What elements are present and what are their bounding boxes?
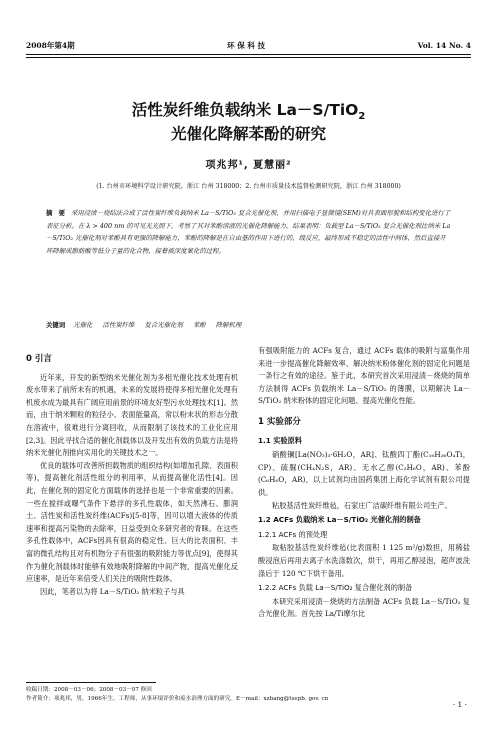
author-bio: 作者简介：项兆邦，男，1966年生，工程师，从事环境评价和废水治理方面的研究。E－mail：xzbang@tsepb. gov. cn: [26, 696, 329, 702]
footnote: [26, 686, 466, 704]
subsubsection-heading: 1.2.2 ACFs 负载 La－S/TiO₂ 复合催化剂的制备: [258, 583, 413, 593]
subsection-heading: 1.1 实验原料: [258, 435, 302, 445]
abstract: [46, 207, 452, 257]
paragraph: 取粘胶基活性炭纤维毡(比表面积 1 125 m²/g)数担，用稀盐酸浸泡后再用去离子水洗涤数次，烘干，再用乙醇浸泡，超声波洗涤后于 120 ℃下烘干备用。: [258, 543, 470, 578]
section-heading-experiment: 1 实验部分: [258, 416, 301, 427]
volume-label: Vol. 14 No. 4: [417, 40, 471, 50]
paragraph: 本研究采用浸渍－烧烧的方法制备 ACFs 负载 La－S/TiO₂ 复合光催化剂。首先按 La/Ti摩尔比: [258, 596, 470, 619]
left-column: [26, 345, 238, 598]
paragraph: 优良的载体可改善所担载物质的组织结构(如增加孔隙、表面积等)，提高催化剂活性组分的利用率，从而提高催化活性[4]。因此，在催化剂的固定化方面载体的选择也是一个非常重要的因素。一些在搅拌或曝气条件下悬浮的多孔性载体，如天然沸石、膨润土、活性炭和活性炭纤维(ACFs)[5-8]等，因可以增大液体的传质速率和提高污染物的去除率，日益受到众多研究者的青睐。在这些多孔性载体中，ACFs因具有很高的稳定性、巨大的比表面积、丰富的微孔结构且对有机物分子有很强的吸附能力等优点[9]，使得其作为催化剂载体时能够有效地吸附降解的中间产物，提高光催化反应速率，是近年来倍受人们关注的吸附性载体。: [26, 460, 238, 584]
keyword: 活性炭纤维: [102, 321, 135, 329]
keyword: 苯酚: [192, 321, 206, 329]
running-header: [26, 38, 471, 52]
page-number: · 1 ·: [452, 700, 467, 709]
right-column: [258, 345, 470, 621]
paragraph: 有强吸附能力的 ACFs 复合，通过 ACFs 载体的吸附与富集作用来进一步提高催化降解效率、解决纳米粉体催化剂的固定化问题是一条行之有效的途径。鉴于此，本研究首次采用浸渍－烧烧的简单方法制得 ACFs 负载纳米 La－S/TiO₂ 的薄膜，以期解决 La－S/TiO₂ 纳米粉体的固定化问题、提高光催化性能。: [258, 346, 470, 406]
keyword: 光催化: [73, 321, 93, 329]
keyword: 降解机理: [215, 321, 242, 329]
paragraph: 硝酸镧[La(NO₃)₃·6H₂O，AR]、钛酸四丁酯(C₁₆H₃₆O₄Ti，CP)、硫脲(CH₄N₂S，AR)、无水乙醇(C₂H₆O，AR)、苯酚(C₆H₆O，AR)，以上试剂均由国药集团上海化学试剂有限公司提供。: [258, 450, 470, 497]
footnote-rule: [26, 682, 156, 683]
keywords-label: 关键词: [46, 321, 66, 329]
affiliation: (1. 台州市环境科学设计研究院，浙江 台州 318000；2. 台州市质量技术监督检测研究院，浙江 台州 318000): [96, 183, 401, 190]
issue-label: 2008年第4期: [26, 40, 75, 50]
keywords: [46, 320, 452, 329]
author-list: 项兆邦¹, 夏慧丽²: [205, 160, 292, 171]
subsection-heading: 1.2 ACFs 负载纳米 La－S/TiO₂ 光催化剂的制备: [258, 515, 421, 525]
header-rule-thin: [26, 57, 471, 58]
received-date: 收稿日期：2008－03－06；2008－03－07 修回: [26, 687, 152, 693]
paper-title-line2: 光催化降解苯酚的研究: [170, 125, 326, 143]
abstract-text: 采用浸渍－烧结法合成了活性炭纤维负载纳米 La－S/TiO₂ 复合光催化剂，并用扫描电子显微镜(SEM)对其表面形貌和结构变化进行了表征分析。在 λ > 400 nm 的可见光光照下，考察了其对苯酚溶液的光催化降解能力。结果表明：负载型 La－S/TiO₂ 复合光催化剂比纳米 La－S/TiO₂ 光催化剂对苯酚具有更强的降解能力，苯酚的降解是在自由基的作用下进行的，级反应，最终形成不稳定的活性中间体，然后直接开环降解成脂肪酸等低分子量的化合物，接着被深度氧化的过程。: [46, 209, 451, 255]
journal-name: 环 保 科 技: [227, 40, 265, 50]
header-rule-thick: [26, 54, 471, 55]
paragraph: 粘胶基活性炭纤维毡，石家庄广洁碳纤维有限公司生产。: [272, 500, 452, 510]
subsubsection-heading: 1.2.1 ACFs 的预处理: [258, 529, 328, 539]
title-subscript: 2: [358, 111, 366, 123]
section-heading-intro: 0 引言: [26, 354, 52, 364]
title-main-text: 活性炭纤维负载纳米 La－S/TiO: [131, 101, 359, 119]
abstract-label: 摘 要: [46, 209, 68, 217]
paragraph: 因此，笔者以为将 La－S/TiO₂ 纳米粒子与具: [40, 586, 185, 596]
keyword: 复合光催化剂: [144, 321, 183, 329]
paper-title-line1: [40, 98, 457, 122]
paragraph: 近年来，开发的新型纳米光催化剂为多相光催化技术处理有机废水带来了前所未有的机遇，未来的发展将使得多相光催化处理有机废水成为最具有广阔应用前景的环境友好型污水处理技术[1]。然而，由于纳米颗粒的粒径小、表面能量高，常以粉末状的形态分散在溶液中，很难进行分离回收，从而限制了该技术的工业化应用[2,3]。因此寻找合适的催化剂载体以及开发出有效的负载方法是将纳米光催化剂推向实用化的关键技术之一。: [26, 372, 238, 458]
